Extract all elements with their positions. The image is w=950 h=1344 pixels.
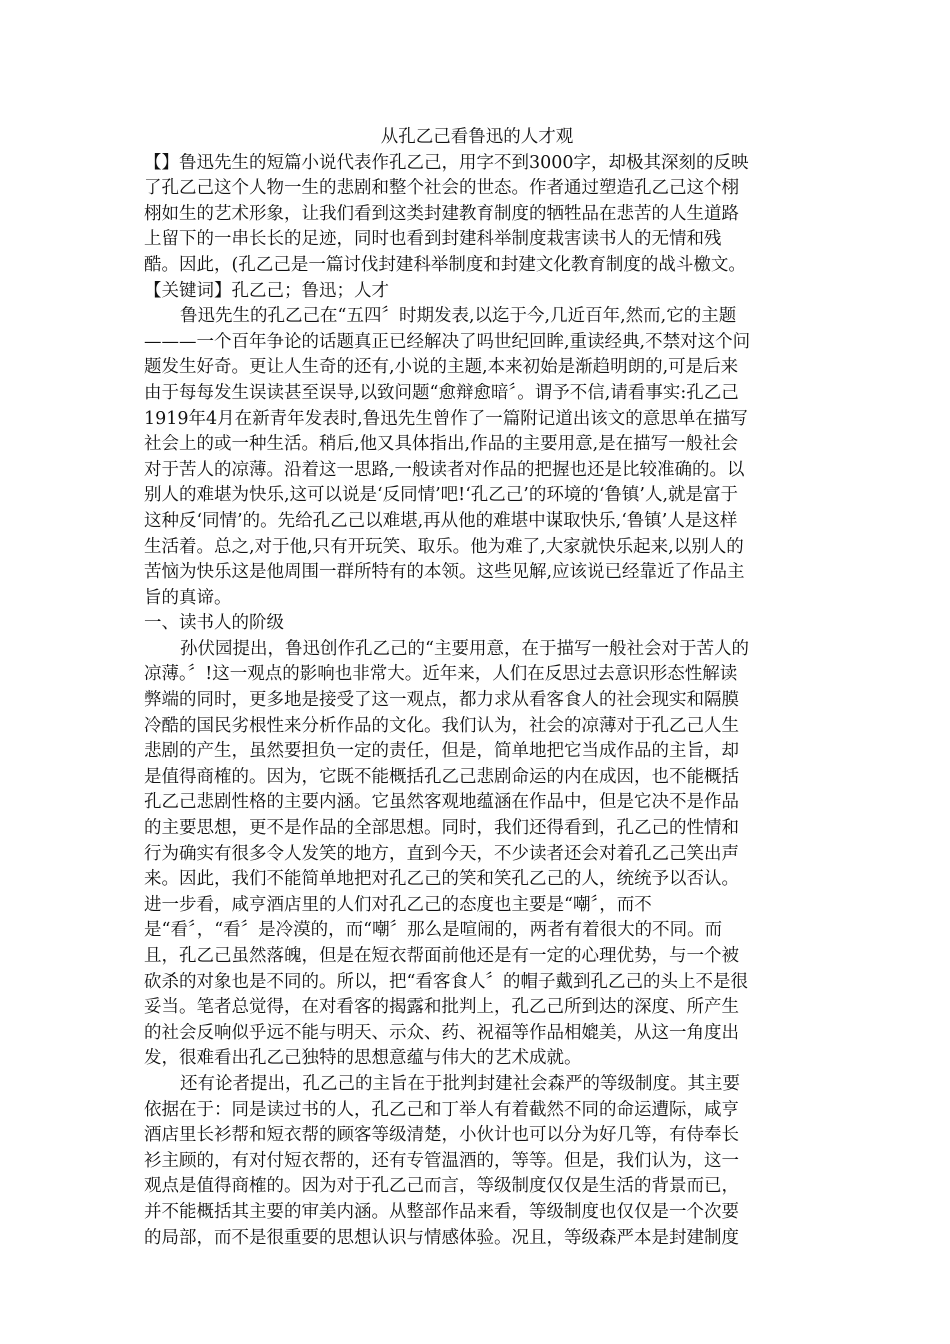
- paragraph-line: 还有论者提出，孔乙己的主旨在于批判封建社会森严的等级制度。其主要: [180, 1073, 740, 1094]
- paragraph-line: 1919年4月在新青年发表时,鲁迅先生曾作了一篇附记道出该文的意思单在描写: [144, 408, 748, 429]
- paragraph-line: 孔乙己悲剧性格的主要内涵。它虽然客观地蕴涵在作品中，但是它决不是作品: [144, 792, 739, 813]
- document-title: 从孔乙己看鲁迅的人才观: [380, 127, 574, 147]
- paragraph-line: 对于苦人的凉薄。沿着这一思路,一般读者对作品的把握也还是比较准确的。以: [144, 459, 745, 480]
- paragraph-line: 衫主顾的，有对付短衣帮的，还有专管温酒的，等等。但是，我们认为，这一: [144, 1150, 739, 1171]
- paragraph-line: 这种反‘同情’的。先给孔乙己以难堪,再从他的难堪中谋取快乐,‘鲁镇’人是这样: [144, 510, 738, 531]
- paragraph-line: ———一个百年争论的话题真正已经解决了吗世纪回眸,重读经典,不禁对这个问: [144, 331, 751, 352]
- paragraph-line: 冷酷的国民劣根性来分析作品的文化。我们认为，社会的凉薄对于孔乙己人生: [144, 715, 739, 736]
- paragraph-line: 社会上的或一种生活。稍后,他又具体指出,作品的主要用意,是在描写一般社会: [144, 434, 739, 455]
- abstract-line: 酷。因此，(孔乙己是一篇讨伐封建科举制度和封建文化教育制度的战斗檄文。: [144, 254, 746, 275]
- paragraph-line: 并不能概括其主要的审美内涵。从整部作品来看，等级制度也仅仅是一个次要: [144, 1201, 739, 1222]
- paragraph-line: 是“看〞，“看〞是冷漠的，而“嘲〞那么是喧闹的，两者有着很大的不同。而: [144, 920, 723, 941]
- document-body: [144, 125, 810, 1251]
- abstract-line: 了孔乙己这个人物一生的悲剧和整个社会的世态。作者通过塑造孔乙己这个栩: [144, 178, 739, 199]
- paragraph-line: 由于每每发生误读甚至误导,以致问题“愈辩愈暗〞。谓予不信,请看事实:孔乙己: [144, 382, 739, 403]
- paragraph-line: 进一步看，咸亨酒店里的人们对孔乙己的态度也主要是“嘲〞，而不: [144, 894, 652, 915]
- paragraph-line: 生活着。总之,对于他,只有开玩笑、取乐。他为难了,大家就快乐起来,以别人的: [144, 536, 744, 557]
- paragraph-line: 依据在于：同是读过书的人，孔乙己和丁举人有着截然不同的命运遭际，咸亨: [144, 1099, 739, 1120]
- abstract-line: 上留下的一串长长的足迹，同时也看到封建科举制度栽害读书人的无情和残: [144, 229, 722, 250]
- paragraph-line: 发，很难看出孔乙己独特的思想意蕴与伟大的艺术成就。: [144, 1048, 582, 1069]
- paragraph-line: 行为确实有很多令人发笑的地方，直到今天，不少读者还会对着孔乙己笑出声: [144, 843, 739, 864]
- paragraph-line: 的主要思想，更不是作品的全部思想。同时，我们还得看到，孔乙己的性情和: [144, 818, 739, 839]
- paragraph-line: 弊端的同时，更多地是接受了这一观点，都力求从看客食人的社会现实和隔膜: [144, 690, 739, 711]
- section-heading: 一、读书人的阶级: [144, 613, 284, 634]
- paragraph-line: 题发生好奇。更让人生奇的还有,小说的主题,本来初始是渐趋明朗的,可是后来: [144, 357, 739, 378]
- paragraph-line: 是值得商榷的。因为，它既不能概括孔乙己悲剧命运的内在成因，也不能概括: [144, 766, 739, 787]
- paragraph-line: 妥当。笔者总觉得，在对看客的揭露和批判上，孔乙己所到达的深度、所产生: [144, 997, 739, 1018]
- paragraph-line: 来。因此，我们不能简单地把对孔乙己的笑和笑孔乙己的人，统统予以否认。: [144, 869, 739, 890]
- paragraph-line: 观点是值得商榷的。因为对于孔乙己而言，等级制度仅仅是生活的背景而已，: [144, 1176, 739, 1197]
- paragraph-line: 凉薄。〞!这一观点的影响也非常大。近年来，人们在反思过去意识形态性解读: [144, 664, 738, 685]
- paragraph-line: 的局部，而不是很重要的思想认识与情感体验。况且，等级森严本是封建制度: [144, 1227, 739, 1248]
- abstract-line: 【】鲁迅先生的短篇小说代表作孔乙己，用字不到3000字，却极其深刻的反映: [144, 152, 749, 173]
- paragraph-line: 鲁迅先生的孔乙己在“五四〞时期发表,以迄于今,几近百年,然而,它的主题: [180, 306, 737, 327]
- paragraph-line: 悲剧的产生，虽然要担负一定的责任，但是，简单地把它当成作品的主旨，却: [144, 741, 739, 762]
- paragraph-line: 别人的难堪为快乐,这可以说是‘反同情’吧!‘孔乙己’的环境的‘鲁镇’人,就是富于: [144, 485, 739, 506]
- paragraph-line: 孙伏园提出，鲁迅创作孔乙己的“主要用意，在于描写一般社会对于苦人的: [180, 638, 749, 659]
- paragraph-line: 苦恼为快乐这是他周围一群所特有的本领。这些见解,应该说已经靠近了作品主: [144, 562, 745, 583]
- paragraph-line: 旨的真谛。: [144, 587, 232, 608]
- paragraph-line: 酒店里长衫帮和短衣帮的顾客等级清楚，小伙计也可以分为好几等，有侍奉长: [144, 1125, 739, 1146]
- paragraph-line: 的社会反响似乎远不能与明天、示众、药、祝福等作品相媲美，从这一角度出: [144, 1022, 739, 1043]
- paragraph-line: 砍杀的对象也是不同的。所以，把“看客食人〞的帽子戴到孔乙己的头上不是很: [144, 971, 748, 992]
- paragraph-line: 且，孔乙己虽然落魄，但是在短衣帮面前他还是有一定的心理优势，与一个被: [144, 946, 739, 966]
- keywords-line: 【关键词】孔乙己；鲁迅；人才: [144, 280, 389, 301]
- abstract-line: 栩如生的艺术形象，让我们看到这类封建教育制度的牺牲品在悲苦的人生道路: [144, 203, 739, 224]
